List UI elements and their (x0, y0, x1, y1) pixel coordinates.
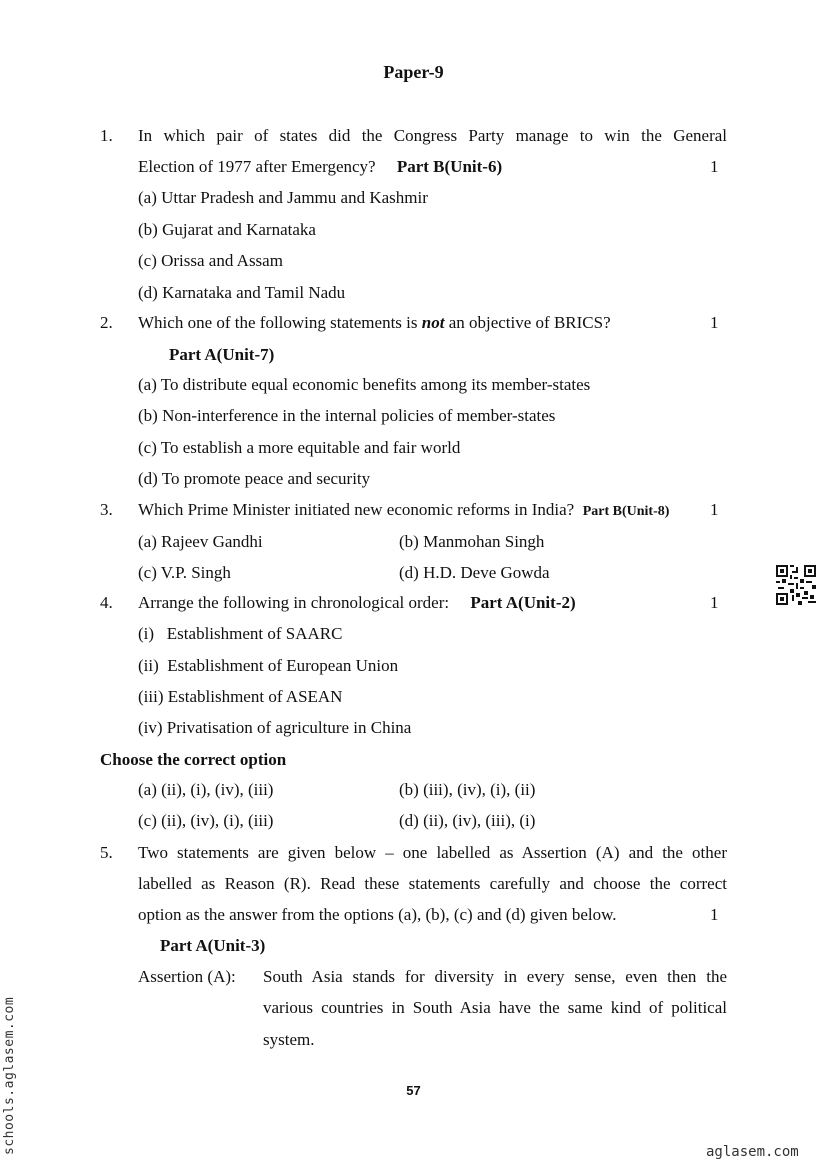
question-text-line: labelled as Reason (R). Read these statements carefully and choose the correct (138, 874, 727, 893)
unit-reference: Part A(Unit-3) (160, 936, 266, 955)
marks: 1 (710, 593, 719, 612)
marks: 1 (710, 313, 719, 332)
question-text: Which one of the following statements is (138, 313, 422, 332)
question-number: 1. (100, 126, 113, 145)
option: (a) Rajeev Gandhi (138, 532, 263, 551)
option: (c) V.P. Singh (138, 563, 231, 582)
unit-reference: Part A(Unit-7) (169, 345, 275, 364)
option: (a) To distribute equal economic benefits among its member-states (138, 375, 591, 394)
question-text-line: option as the answer from the options (a), (b), (c) and (d) given below. (138, 905, 617, 924)
marks: 1 (710, 500, 719, 519)
question-text-line: Two statements are given below – one labelled as Assertion (A) and the other (138, 843, 727, 862)
list-item: (iv) Privatisation of agriculture in China (138, 718, 412, 737)
question-text: Which Prime Minister initiated new economic reforms in India? (138, 500, 575, 519)
question-text-line (138, 157, 502, 177)
page-title: Paper-9 (383, 62, 444, 82)
option: (d) H.D. Deve Gowda (399, 563, 550, 582)
question-text: an objective of BRICS? (444, 313, 611, 332)
assertion-text-line: various countries in South Asia have the same kind of political (263, 998, 727, 1017)
question-number: 2. (100, 313, 113, 332)
option: (b) Non-interference in the internal policies of member-states (138, 406, 556, 425)
corner-watermark: aglasem.com (706, 1144, 799, 1160)
option: (d) To promote peace and security (138, 469, 371, 488)
marks: 1 (710, 157, 719, 176)
unit-reference: Part A(Unit-2) (470, 593, 576, 612)
question-text: Election of 1977 after Emergency? (138, 157, 376, 176)
unit-reference: Part B(Unit-8) (582, 504, 670, 519)
option: (b) Manmohan Singh (399, 532, 545, 551)
choose-option-heading: Choose the correct option (100, 750, 287, 769)
list-item: (i) Establishment of SAARC (138, 624, 343, 643)
list-item: (iii) Establishment of ASEAN (138, 687, 343, 706)
question-number: 3. (100, 500, 113, 519)
assertion-text-line: system. (263, 1030, 315, 1049)
page-number: 57 (406, 1083, 421, 1098)
option: (b) (iii), (iv), (i), (ii) (399, 780, 536, 799)
option: (c) Orissa and Assam (138, 251, 283, 270)
option: (d) (ii), (iv), (iii), (i) (399, 811, 536, 830)
assertion-text-line: South Asia stands for diversity in every sense, even then the (263, 967, 727, 986)
option: (b) Gujarat and Karnataka (138, 220, 316, 239)
question-text: Arrange the following in chronological order: (138, 593, 450, 612)
option: (c) (ii), (iv), (i), (iii) (138, 811, 274, 830)
question-text-line: In which pair of states did the Congress Party manage to win the General (138, 126, 727, 145)
question-number: 4. (100, 593, 113, 612)
list-item: (ii) Establishment of European Union (138, 656, 399, 675)
question-text-line (138, 313, 611, 333)
side-watermark: schools.aglasem.com (2, 996, 17, 1155)
assertion-label: Assertion (A): (138, 967, 236, 986)
emphasis-text: not (421, 313, 445, 332)
question-number: 5. (100, 843, 113, 862)
unit-reference: Part B(Unit-6) (396, 157, 503, 176)
question-text-line (138, 500, 669, 520)
marks: 1 (710, 905, 719, 924)
option: (a) Uttar Pradesh and Jammu and Kashmir (138, 188, 428, 207)
qr-code-icon (776, 565, 816, 605)
option: (a) (ii), (i), (iv), (iii) (138, 780, 274, 799)
option: (c) To establish a more equitable and fair world (138, 438, 461, 457)
option: (d) Karnataka and Tamil Nadu (138, 283, 346, 302)
question-text-line (138, 593, 576, 613)
